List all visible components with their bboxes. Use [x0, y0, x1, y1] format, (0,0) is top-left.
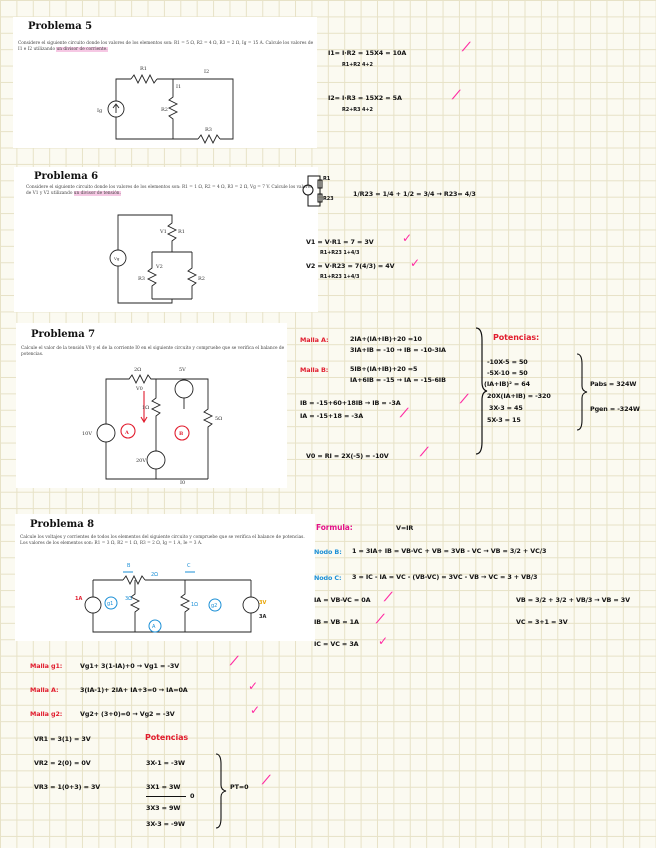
- problem-8-title: Problema 8: [30, 519, 95, 530]
- problem-7-title: Problema 7: [31, 329, 96, 340]
- check-icon: ⟋: [384, 590, 393, 604]
- p5-r3-label: R3: [205, 127, 212, 133]
- p8-nodo-c-eq: 3 = IC - IA = VC - (VB-VC) = 3VC - VB → VC = 3 + VB/3: [352, 573, 538, 581]
- check-icon: ⟋: [420, 445, 429, 459]
- check-icon: ⟋: [376, 612, 385, 626]
- p8-pot-2: 3X1 = 3W: [146, 783, 181, 791]
- check-icon: ⟋: [262, 773, 271, 787]
- p5-r2-label: R2: [161, 107, 168, 113]
- p7-malla-a-label: Malla A:: [300, 336, 329, 344]
- p8-r1-label: 1Ω: [191, 602, 199, 608]
- p8-malla-a-label: Malla A:: [30, 686, 59, 694]
- p8-nodo-b-label: Nodo B:: [314, 548, 342, 556]
- p8-node-c: C: [187, 563, 191, 569]
- p7-ib-result: IB = -15+60+18IB → IB = -3A: [300, 399, 401, 407]
- problem-5-text: Considere el siguiente circuito donde los valores de los elementos son: R1 = 5 Ω, R2 = 4 Ω, R3 = 2 Ω, Ig = 15 A. Calcule los valores de I1 e I2 utilizando: [18, 41, 314, 52]
- p5-i2-denominator: R2+R3 4+2: [342, 107, 373, 113]
- p6-req: 1/R23 = 1/4 + 1/2 = 3/4 → R23= 4/3: [353, 190, 476, 198]
- p8-ib: IB = VB = 1A: [314, 618, 359, 626]
- p8-r3-label: 3Ω: [125, 596, 133, 602]
- p7-ia-result: IA = -15+18 = -3A: [300, 412, 364, 420]
- p8-pot-sum: 0: [190, 792, 195, 800]
- problem-8-statement: Calcule los voltajes y corrientes de todos los elementos del siguiente circuito y compruebe que se verifica el balance de potencias. Los valores de los elementos son: R1 = 3 Ω, R2 = 1 Ω, R3 = 2 Ω, Ig = 1 A, Ie = 3 A.: [20, 535, 305, 546]
- p8-potencias-label: Potencias: [145, 733, 189, 742]
- check-icon: ✓: [378, 634, 389, 648]
- p8-formula: V=IR: [396, 524, 414, 532]
- p7-pot-3: (IA+IB)² = 64: [484, 380, 530, 388]
- p5-r1-label: R1: [140, 66, 147, 72]
- p5-i1-formula: I1= I·R2 = 15X4 = 10A: [328, 49, 407, 57]
- p8-vc: VC = 3+1 = 3V: [516, 618, 568, 626]
- problem-6-card: [14, 167, 318, 312]
- p6-v2-denominator: R1+R23 1+4/3: [320, 274, 360, 280]
- p7-pot-4: 20X(IA+IB) = -320: [487, 392, 551, 400]
- p6-v1-formula: V1 = V·R1 = 7 = 3V: [306, 238, 374, 246]
- p8-malla-g1-label: Malla g1:: [30, 662, 63, 670]
- p8-malla-a-eq: 3(IA-1)+ 2IA+ IA+3=0 → IA=0A: [80, 686, 188, 694]
- p8-pot-4: 3X-3 = -9W: [146, 820, 185, 828]
- p7-pot-2: -5X-10 = 50: [487, 369, 528, 377]
- check-icon: ✓: [410, 256, 421, 270]
- p6-diag-r1: R1: [323, 176, 331, 182]
- p7-mesh-b: B: [179, 431, 184, 437]
- p7-r2-label: 2Ω: [134, 367, 142, 373]
- p8-nodo-b-eq: 1 = 3IA+ IB = VB-VC + VB = 3VB - VC → VB = 3/2 + VC/3: [352, 547, 547, 555]
- p6-v2-label: V2: [156, 264, 163, 270]
- p7-v0-label: V0: [136, 386, 143, 392]
- check-icon: ⟋: [452, 88, 461, 102]
- p5-i1-label: I1: [176, 84, 182, 90]
- p7-brace: [474, 326, 488, 456]
- p6-diag-r23: R23: [323, 196, 334, 202]
- p5-i2-label: I2: [204, 69, 210, 75]
- p5-ig-label: Ig: [97, 108, 103, 114]
- p7-i0-label: I0: [180, 480, 186, 486]
- problem-6-highlight: un divisor de tensión.: [73, 191, 121, 196]
- problem-6-circuit: [14, 167, 318, 312]
- problem-7-statement: Calcule el valor de la tensión V0 y el de la corriente I0 en el siguiente circuito y compruebe que se verifica el balance de potencias.: [21, 346, 285, 357]
- p8-formula-label: Formula:: [316, 523, 353, 532]
- p6-v1-denominator: R1+R23 1+4/3: [320, 250, 360, 256]
- p6-r2-label: R2: [198, 276, 205, 282]
- p8-mesh-g2: g2: [211, 603, 218, 609]
- p8-pot-1: 3X-1 = -3W: [146, 759, 185, 767]
- p8-node-b: B: [127, 563, 131, 569]
- p6-r1-label: R1: [178, 229, 185, 235]
- p6-vg-label: Vg: [114, 256, 120, 261]
- p8-ig-label: 1A: [75, 596, 83, 602]
- problem-5-highlight: un divisor de corriente.: [56, 47, 108, 52]
- p8-malla-g1-eq: Vg1+ 3(1-IA)+0 → Vg1 = -3V: [80, 662, 180, 670]
- p7-r1-label: 1Ω: [142, 405, 150, 411]
- problem-5-title: Problema 5: [28, 21, 93, 32]
- p8-r2-label: 2Ω: [151, 572, 159, 578]
- p7-malla-b-label: Malla B:: [300, 366, 329, 374]
- p8-vb: VB = 3/2 + 3/2 + VB/3 → VB = 3V: [516, 596, 631, 604]
- problem-6-title: Problema 6: [34, 171, 99, 182]
- p8-pot-3: 3X3 = 9W: [146, 804, 181, 812]
- p8-ia: IA = VB-VC = 0A: [314, 596, 371, 604]
- p7-malla-b-eq2: IA+6IB = -15 → IA = -15-6IB: [350, 376, 446, 384]
- problem-5-card: [13, 17, 317, 148]
- check-icon: ⟋: [460, 392, 469, 406]
- p8-brace: [214, 752, 228, 830]
- problem-8-circuit: [15, 514, 315, 641]
- p8-ie-label: 3A: [259, 614, 267, 620]
- check-icon: ✓: [248, 679, 259, 693]
- p6-v1-label: V1: [160, 229, 167, 235]
- problem-8-card: [15, 514, 315, 641]
- p7-malla-a-eq1: 2IA+(IA+IB)+20 =10: [350, 335, 422, 343]
- p6-v2-formula: V2 = V·R23 = 7(4/3) = 4V: [306, 262, 395, 270]
- p7-malla-b-eq1: 5IB+(IA+IB)+20 =5: [350, 365, 418, 373]
- p7-pot-5: 3X-3 = 45: [489, 404, 523, 412]
- p8-nodo-c-label: Nodo C:: [314, 574, 342, 582]
- p8-vr2: VR2 = 2(0) = 0V: [34, 759, 91, 767]
- p7-inner-brace: [575, 352, 589, 432]
- p7-v0-result: V0 = RI = 2X(-5) = -10V: [306, 452, 389, 460]
- p8-vr1: VR1 = 3(1) = 3V: [34, 735, 91, 743]
- p7-v10-label: 10V: [82, 431, 92, 437]
- p7-p-abs: Pabs = 324W: [590, 380, 637, 388]
- problem-6-text: Considere el siguiente circuito donde los valores de los elementos son: R1 = 1 Ω, R2 = 4 Ω, R3 = 2 Ω, Vg = 7 V. Calcule los valores de V1 y V2 utilizando: [26, 185, 313, 196]
- p6-r3-label: R3: [138, 276, 145, 282]
- p8-malla-g2-eq: Vg2+ (3+0)=0 → Vg2 = -3V: [80, 710, 175, 718]
- p7-p-gen: Pgen = -324W: [590, 405, 640, 413]
- p7-v5-label: 5V: [179, 367, 186, 373]
- problem-5-circuit: [13, 17, 317, 148]
- p5-i1-denominator: R1+R2 4+2: [342, 62, 373, 68]
- p8-v3-label: 3V: [259, 600, 267, 606]
- check-icon: ✓: [250, 703, 261, 717]
- p7-v20-label: 20V: [136, 458, 146, 464]
- p7-mesh-a: A: [125, 430, 129, 436]
- p7-pot-6: 5X-3 = 15: [487, 416, 521, 424]
- p8-ic: IC = VC = 3A: [314, 640, 359, 648]
- p7-malla-a-eq2: 3IA+IB = -10 → IB = -10-3IA: [350, 346, 446, 354]
- check-icon: ⟋: [400, 406, 409, 420]
- p7-r5-label: 5Ω: [215, 416, 223, 422]
- p8-sum-line: [146, 796, 186, 797]
- problem-7-card: [16, 323, 287, 488]
- p5-i2-formula: I2= I·R3 = 15X2 = 5A: [328, 94, 402, 102]
- check-icon: ⟋: [462, 40, 471, 54]
- problem-7-circuit: [16, 323, 287, 488]
- p8-pt: PT=0: [230, 783, 249, 791]
- p8-mesh-a: A: [152, 624, 156, 630]
- p8-vr3: VR3 = 1(0+3) = 3V: [34, 783, 101, 791]
- p7-potencias-label: Potencias:: [493, 333, 540, 342]
- check-icon: ✓: [402, 231, 413, 245]
- p7-pot-1: -10X-5 = 50: [487, 358, 528, 366]
- p6-equivalent-diagram: [300, 172, 340, 212]
- p8-mesh-g1: g1: [107, 601, 114, 607]
- p8-malla-g2-label: Malla g2:: [30, 710, 63, 718]
- check-icon: ⟋: [230, 654, 239, 668]
